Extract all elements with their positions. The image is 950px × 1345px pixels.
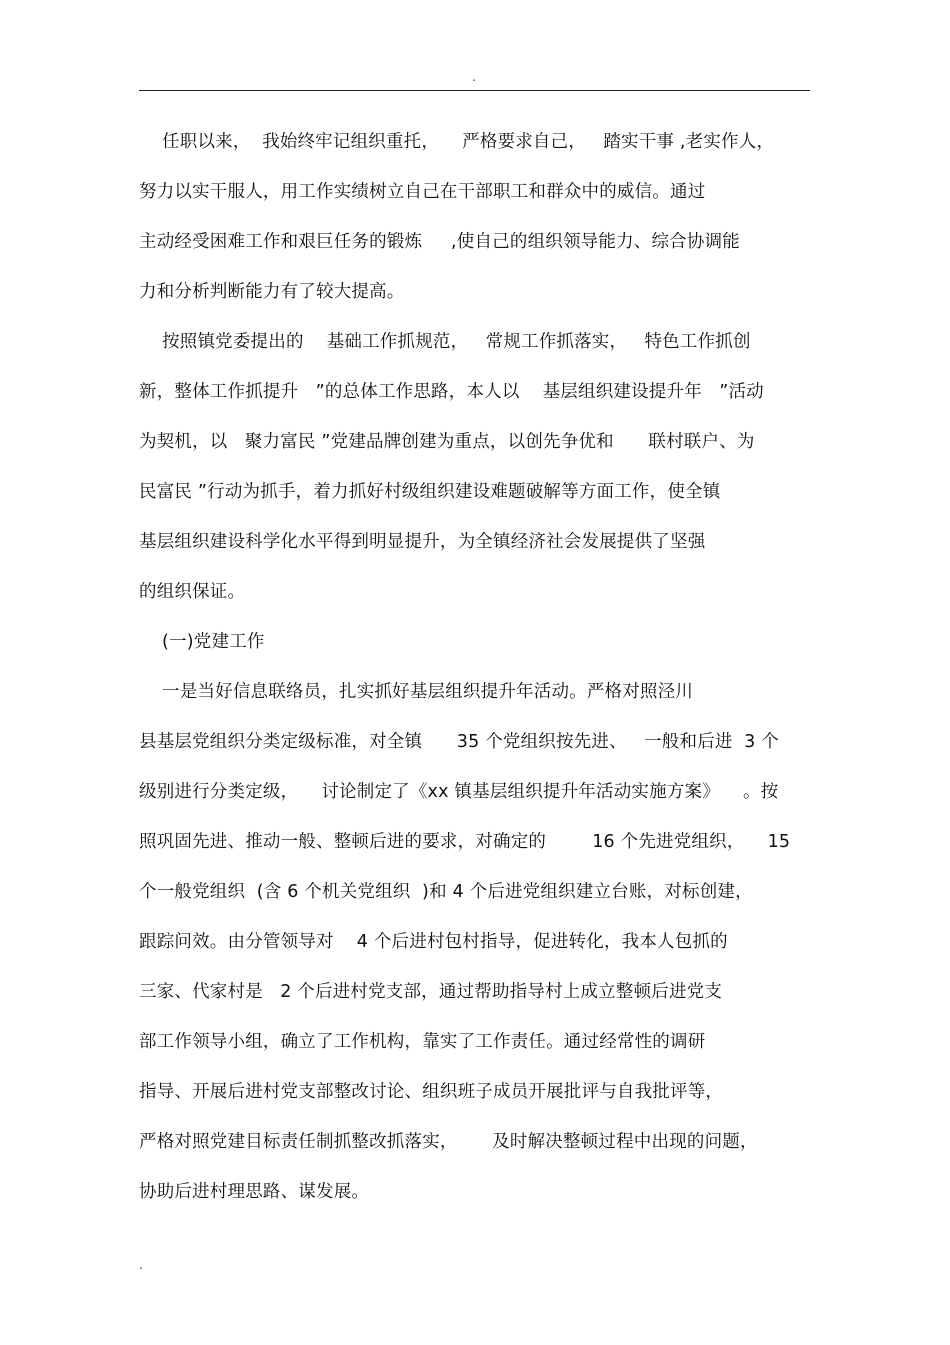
text-line: 照巩固先进、推动一般、整顿后进的要求，对确定的 16 个先进党组织， 15 [139,832,791,852]
text-line: 级别进行分类定级， 讨论制定了《xx 镇基层组织提升年活动实施方案》 。按 [139,782,779,802]
header-dot: . [472,70,476,84]
header-rule [139,90,810,91]
text-line: 部工作领导小组，确立了工作机构，靠实了工作责任。通过经常性的调研 [139,1032,706,1052]
text-line: 跟踪问效。由分管领导对 4 个后进村包村指导，促进转化，我本人包抓的 [139,932,728,952]
text-line: 按照镇党委提出的 基础工作抓规范， 常规工作抓落实， 特色工作抓创 [139,332,751,352]
section-heading: (一)党建工作 [139,632,265,652]
text-line: 个一般党组织 (含 6 个机关党组织 )和 4 个后进党组织建立台账，对标创建， [139,882,753,902]
text-line: 新，整体工作抓提升 ”的总体工作思路，本人以 基层组织建设提升年 ”活动 [139,382,764,402]
text-line: 努力以实干服人，用工作实绩树立自己在干部职工和群众中的威信。通过 [139,182,706,202]
text-line: 县基层党组织分类定级标准，对全镇 35 个党组织按先进、 一般和后进 3 个 [139,732,779,752]
text-line: 指导、开展后进村党支部整改讨论、组织班子成员开展批评与自我批评等， [139,1082,724,1102]
text-line: 一是当好信息联络员，扎实抓好基层组织提升年活动。严格对照泾川 [139,682,694,702]
text-line: 民富民 ”行动为抓手，着力抓好村级组织建设难题破解等方面工作，使全镇 [139,482,721,502]
text-line: 的组织保证。 [139,582,246,602]
text-line: 协助后进村理思路、谋发展。 [139,1182,370,1202]
text-line: 基层组织建设科学化水平得到明显提升，为全镇经济社会发展提供了坚强 [139,532,706,552]
text-line: 严格对照党建目标责任制抓整改抓落实， 及时解决整顿过程中出现的问题， [139,1132,758,1152]
text-line: 三家、代家村是 2 个后进村党支部，通过帮助指导村上成立整顿后进党支 [139,982,723,1002]
text-line: 力和分析判断能力有了较大提高。 [139,282,405,302]
footer-dot: . [139,1258,143,1272]
text-line: 主动经受困难工作和艰巨任务的锻炼 ,使自己的组织领导能力、综合协调能 [139,232,740,252]
text-line: 任职以来， 我始终牢记组织重托， 严格要求自己， 踏实干事 ,老实作人， [139,132,775,152]
text-line: 为契机，以 聚力富民 ”党建品牌创建为重点，以创先争优和 联村联户、为 [139,432,755,452]
